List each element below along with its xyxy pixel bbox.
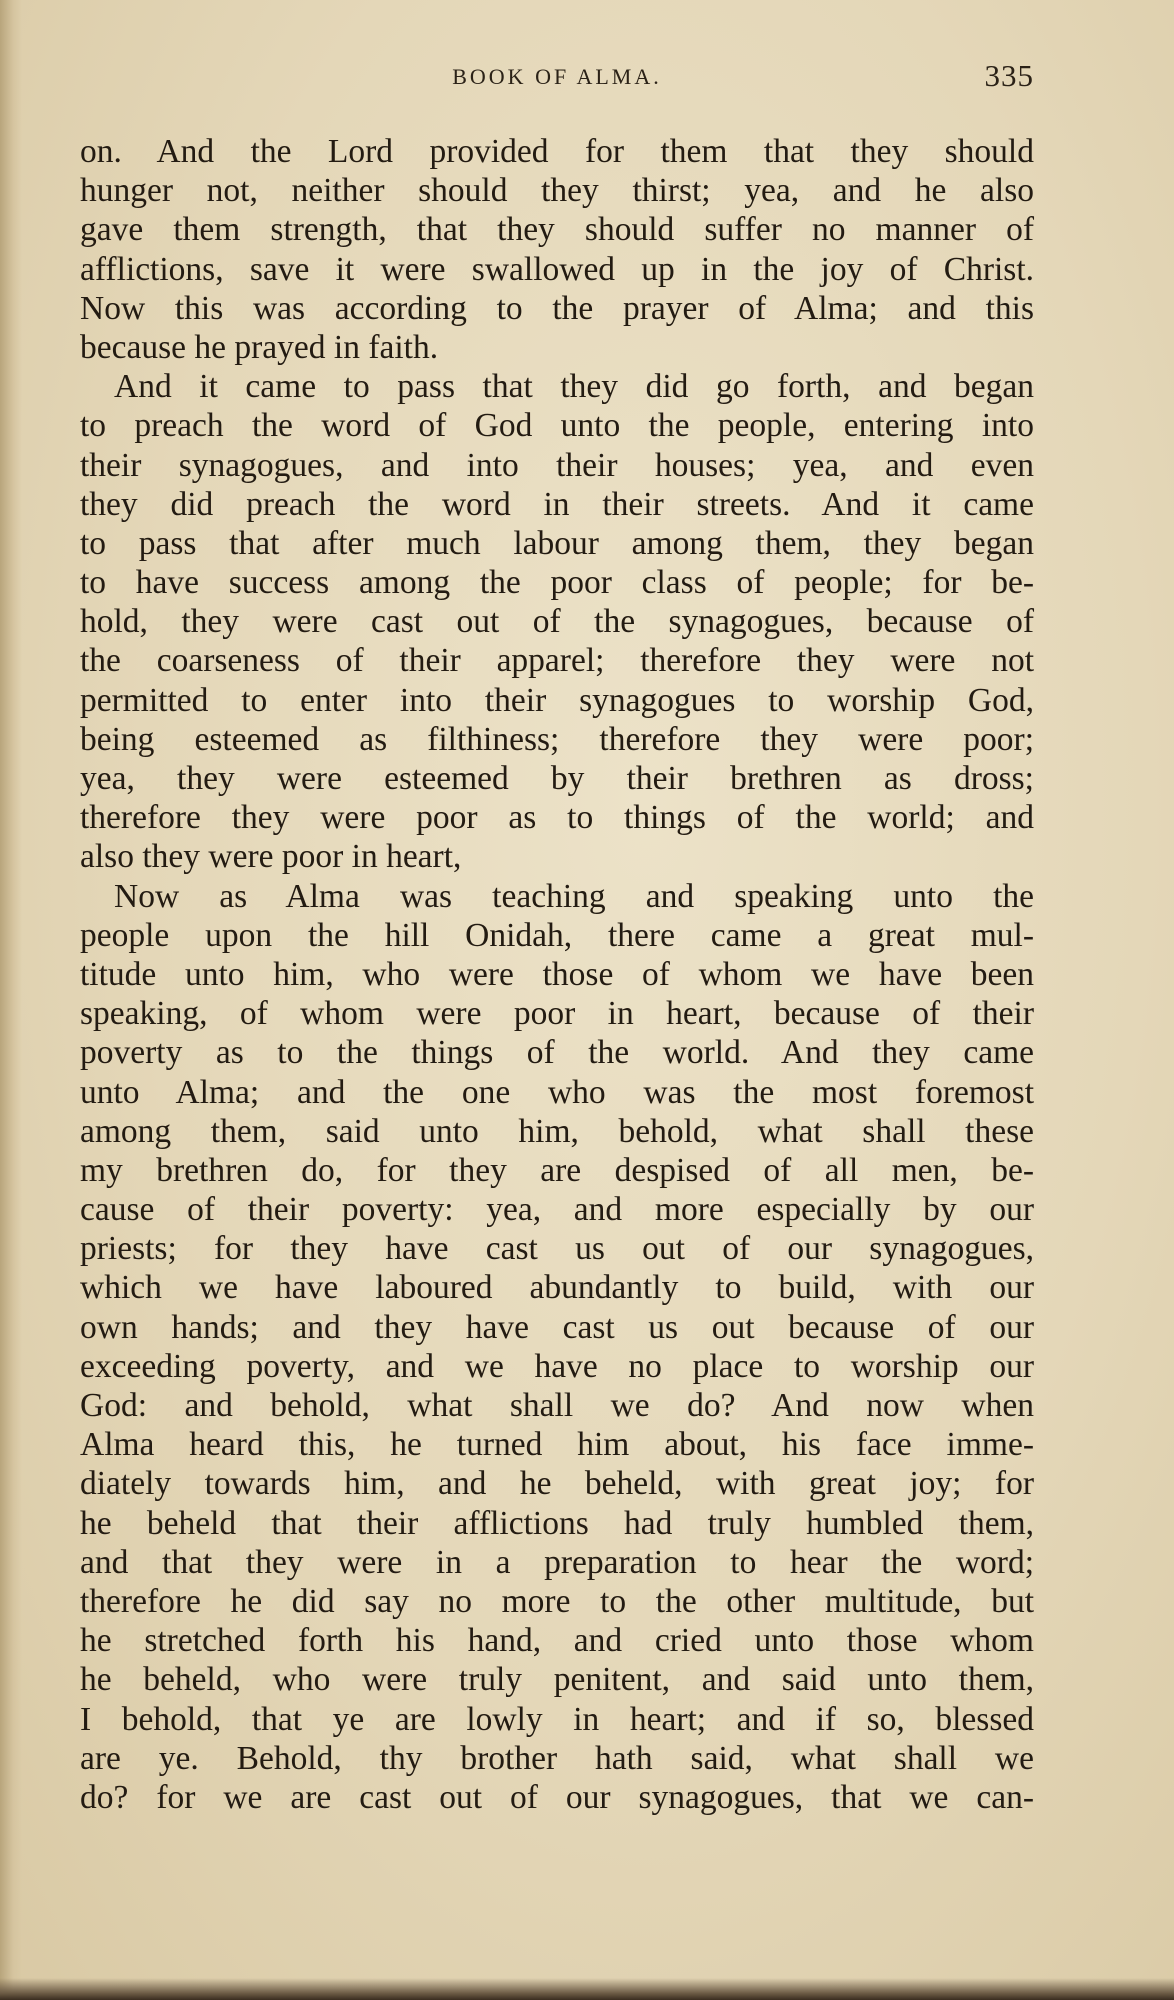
text-line: hunger not, neither should they thirst; yea, and he also (80, 172, 1034, 210)
text-line: do? for we are cast out of our synagogues, that we can- (80, 1778, 1034, 1816)
text-line: are ye. Behold, thy brother hath said, what shall we (80, 1739, 1034, 1777)
text-line: unto Alma; and the one who was the most foremost (80, 1073, 1034, 1111)
text-line: afflictions, save it were swallowed up in the joy of Christ. (80, 250, 1034, 288)
text-line: and that they were in a preparation to hear the word; (80, 1543, 1034, 1581)
text-line: I behold, that ye are lowly in heart; and if so, blessed (80, 1700, 1034, 1738)
text-line: Now as Alma was teaching and speaking unto the (114, 877, 1034, 915)
page-header (80, 58, 1034, 98)
text-line: exceeding poverty, and we have no place to worship our (80, 1347, 1034, 1385)
text-line: because he prayed in faith. (80, 328, 439, 366)
text-line: on. And the Lord provided for them that they should (80, 133, 1034, 170)
text-line: therefore he did say no more to the other multitude, but (80, 1582, 1034, 1620)
text-line: Alma heard this, he turned him about, his face imme- (80, 1426, 1034, 1464)
text-line: their synagogues, and into their houses; yea, and even (80, 446, 1034, 484)
page-number: 335 (984, 58, 1034, 93)
text-line: they did preach the word in their streets. And it came (80, 485, 1034, 523)
text-line: diately towards him, and he beheld, with great joy; for (80, 1465, 1034, 1503)
text-line: permitted to enter into their synagogues to worship God, (80, 681, 1034, 719)
text-line: he beheld that their afflictions had truly humbled them, (80, 1504, 1034, 1542)
text-line: And it came to pass that they did go forth, and began (114, 368, 1034, 406)
text-line: being esteemed as filthiness; therefore they were poor; (80, 720, 1034, 758)
text-line: cause of their poverty: yea, and more especially by our (80, 1191, 1034, 1229)
text-line: to pass that after much labour among them, they began (80, 524, 1034, 562)
text-line: own hands; and they have cast us out because of our (80, 1308, 1034, 1346)
text-line: which we have laboured abundantly to build, with our (80, 1269, 1034, 1307)
text-line: priests; for they have cast us out of our synagogues, (80, 1230, 1034, 1268)
body-text (80, 132, 1034, 1817)
text-line: hold, they were cast out of the synagogues, because of (80, 603, 1034, 641)
text-line: also they were poor in heart, (80, 838, 462, 876)
running-head: BOOK OF ALMA. (452, 64, 662, 89)
text-line: yea, they were esteemed by their brethren as dross; (80, 760, 1034, 797)
text-line: he stretched forth his hand, and cried unto those whom (80, 1622, 1034, 1660)
text-line: among them, said unto him, behold, what shall these (80, 1112, 1034, 1150)
page-gutter-shadow (0, 0, 22, 2000)
text-line: to preach the word of God unto the people, entering into (80, 407, 1034, 445)
text-line: Now this was according to the prayer of Alma; and this (80, 289, 1034, 327)
text-line: people upon the hill Onidah, there came a great mul- (80, 916, 1034, 954)
text-line: my brethren do, for they are despised of all men, be- (80, 1151, 1034, 1189)
page-bottom-edge (0, 1978, 1174, 2000)
text-line: to have success among the poor class of people; for be- (80, 564, 1034, 602)
text-line: the coarseness of their apparel; therefore they were not (80, 642, 1034, 680)
text-line: God: and behold, what shall we do? And now when (80, 1387, 1034, 1424)
text-line: speaking, of whom were poor in heart, because of their (80, 995, 1034, 1033)
text-line: therefore they were poor as to things of the world; and (80, 799, 1034, 837)
text-line: titude unto him, who were those of whom we have been (80, 955, 1034, 993)
text-line: he beheld, who were truly penitent, and said unto them, (80, 1661, 1034, 1699)
text-line: poverty as to the things of the world. And they came (80, 1034, 1034, 1072)
text-line: gave them strength, that they should suffer no manner of (80, 211, 1034, 249)
